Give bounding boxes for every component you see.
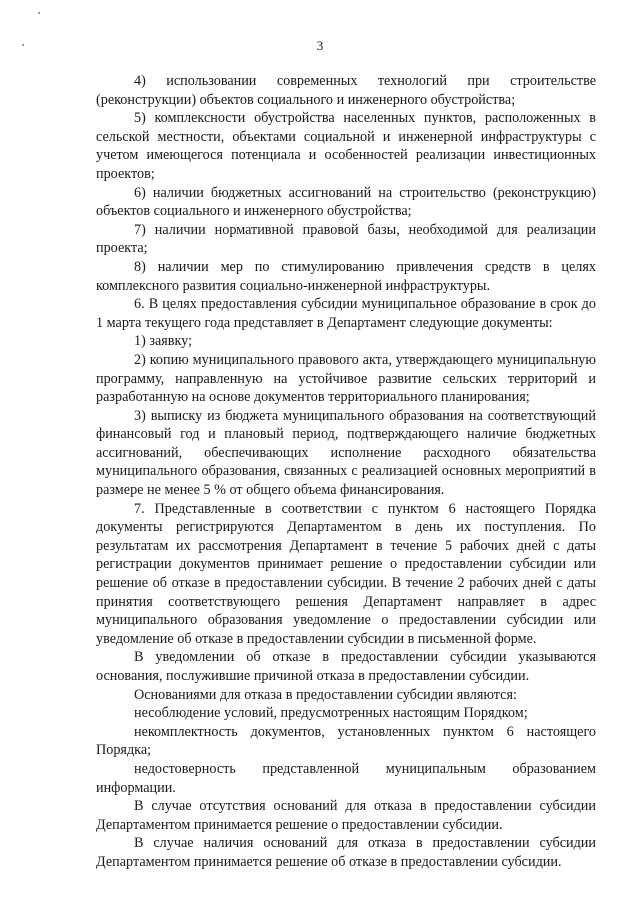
refusal-decision-paragraph: В случае наличия оснований для отказа в предоставлении субсидии Департаментом принимается решение об отказе в предоставлении субсидии.	[96, 835, 596, 870]
refusal-ground-2: некомплектность документов, установленных пунктом 6 настоящего Порядка;	[96, 723, 596, 759]
page-number: 3	[316, 38, 324, 53]
scan-speck	[38, 12, 40, 14]
refusal-ground-3: недостоверность представленной муниципальным образованием информации.	[96, 760, 596, 796]
refusal-notice-paragraph: В уведомлении об отказе в предоставлении субсидии указываются основания, послужившие причиной отказа в предоставлении субсидии.	[96, 649, 596, 684]
list-item-7: 7) наличии нормативной правовой базы, необходимой для реализации проекта;	[96, 221, 596, 257]
grant-decision-paragraph: В случае отсутствия оснований для отказа в предоставлении субсидии Департаментом принимается решение о предоставлении субсидии.	[96, 798, 596, 833]
list-item-6: 6) наличии бюджетных ассигнований на строительство (реконструкцию) объектов социального и инженерного обустройства;	[96, 184, 596, 220]
list-item-4: 4) использовании современных технологий при строительстве (реконструкции) объектов социального и инженерного обустройства;	[96, 73, 596, 108]
refusal-grounds-heading: Основаниями для отказа в предоставлении субсидии являются:	[134, 686, 517, 703]
document-item-2: 2) копию муниципального правового акта, утверждающего муниципальную программу, направленную на устойчивое развитие сельских территорий и разработанную на основе документов территориального планирования;	[96, 351, 596, 406]
list-item-5: 5) комплексности обустройства населенных пунктов, расположенных в сельской местности, объектами социальной и инженерной инфраструктуры с учетом имеющегося потенциала и особенностей реализации инвестиционных проектов;	[96, 110, 596, 182]
section-6: 6. В целях предоставления субсидии муниципальное образование в срок до 1 марта текущего года представляет в Департамент следующие документы:	[96, 296, 596, 331]
refusal-ground-1: несоблюдение условий, предусмотренных настоящим Порядком;	[134, 705, 528, 722]
document-body	[96, 72, 596, 872]
section-7: 7. Представленные в соответствии с пунктом 6 настоящего Порядка документы регистрируются Департаментом в день их поступления. По результатам их рассмотрения Департамент в течение 5 рабочих дней с даты регистрации документов принимает решение о предоставлении субсидии или решение об отказе в предоставлении субсидии. В течение 2 рабочих дней с даты принятия соответствующего решения Департамент направляет в адрес муниципального образования уведомление о предоставлении субсидии или уведомление об отказе в предоставлении субсидии в письменной форме.	[96, 500, 596, 647]
list-item-8: 8) наличии мер по стимулированию привлечения средств в целях комплексного развития социально-инженерной инфраструктуры.	[96, 258, 596, 294]
document-item-3: 3) выписку из бюджета муниципального образования на соответствующий финансовый год и плановый период, подтверждающего наличие бюджетных ассигнований, обеспечивающих исполнение расходного обязательства муниципального образования, связанных с реализацией основных мероприятий в размере не менее 5 % от общего объема финансирования.	[96, 407, 596, 499]
document-item-1: 1) заявку;	[134, 333, 193, 350]
